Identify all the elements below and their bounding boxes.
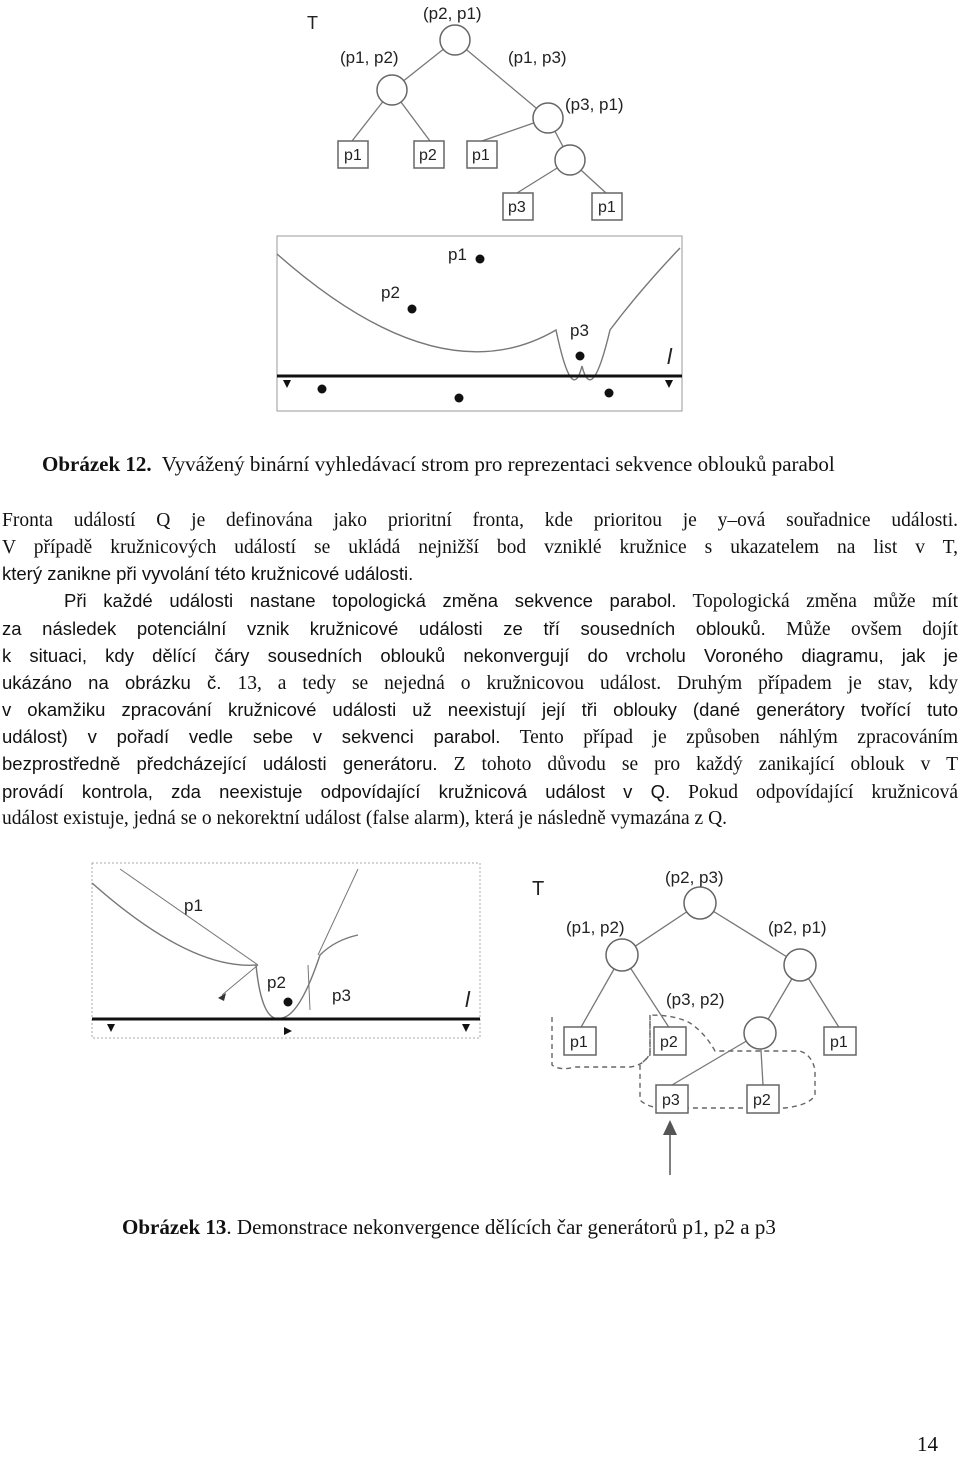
text-line: událost existuje, jedná se o nekorektní událost (false alarm), která je následně vymazána z Q.: [2, 808, 728, 829]
caption-text: . Demonstrace nekonvergence dělících čar generátorů p1, p2 a p3: [226, 1215, 776, 1239]
site-p1-dot: [476, 255, 485, 264]
tree-deep-node: [555, 145, 585, 175]
figure12-caption: [42, 452, 835, 477]
paragraph-1: [2, 508, 958, 588]
sweep-line-label: l: [667, 344, 672, 369]
site-p3-dot: [576, 352, 585, 361]
text-line: provádí kontrola, zda neexistuje odpovídající kružnicová událost v Q. Pokud odpovídající kružnicová: [2, 780, 959, 803]
leaf-label: p1: [570, 1034, 588, 1051]
tree-right-node: [533, 103, 563, 133]
page-number: 14: [917, 1432, 938, 1456]
text-line: za následek potenciální vznik kružnicové události ze tří sousedních oblouků. Může ovšem dojít: [2, 617, 958, 640]
root-label: (p2, p3): [665, 868, 724, 887]
site-p2-label: p2: [381, 283, 400, 302]
text-line: ukázáno na obrázku č. 13, a tedy se nejedná o kružnicovou událost. Druhým případem je stav, kdy: [2, 671, 959, 694]
deep-node-label: (p3, p1): [565, 95, 624, 114]
tree-root-node: [684, 887, 716, 919]
beachline-curve: [277, 248, 680, 380]
deep-node-label: (p3, p2): [666, 990, 725, 1009]
leaf-label: p2: [753, 1092, 771, 1109]
tree-label-T: T: [307, 13, 318, 33]
site-p2-label: p2: [267, 973, 286, 992]
sweep-line-label: l: [465, 987, 470, 1012]
text-line: bezprostředně předcházející události generátoru. Z tohoto důvodu se pro každý zanikající oblouk v T: [2, 753, 959, 775]
caption-label: Obrázek 12.: [42, 452, 152, 476]
figure13-tree: [500, 855, 960, 1185]
root-label: (p2, p1): [423, 4, 482, 23]
leaf-label: p2: [660, 1034, 678, 1051]
tree-label-T: T: [532, 878, 545, 900]
leaf-label: p1: [472, 147, 490, 164]
caption-text: Vyvážený binární vyhledávací strom pro reprezentaci sekvence oblouků parabol: [161, 452, 835, 476]
site-p2-dot: [408, 305, 417, 314]
right-node-label: (p1, p3): [508, 48, 567, 67]
leaf-label: p3: [508, 199, 526, 216]
site-p2-dot: [284, 998, 293, 1007]
leaf-label: p1: [344, 147, 362, 164]
paragraph-2: [2, 588, 958, 833]
text-line: který zanikne při vyvolání této kružnicové události.: [2, 563, 414, 584]
text-line: k situaci, kdy dělící čáry sousedních oblouků nekonvergují do vrcholu Voroného diagramu, jak je: [2, 645, 958, 666]
text-line: Fronta událostí Q je definována jako prioritní fronta, kde prioritou je y–ová souřadnice události.: [2, 510, 958, 531]
tree-left-node: [606, 939, 638, 971]
tree-root-node: [440, 25, 470, 55]
left-node-label: (p1, p2): [566, 918, 625, 937]
tree-left-node: [377, 75, 407, 105]
beachline-curve: [92, 883, 358, 1019]
site-p1-label: p1: [448, 245, 467, 264]
tree-deep-node: [744, 1017, 776, 1049]
text-line: V případě kružnicových událostí se ukládá nejnižší bod vzniklé kružnice s ukazatelem na list v T,: [2, 536, 958, 558]
right-node-label: (p2, p1): [768, 918, 827, 937]
caption-label: Obrázek 13: [122, 1215, 227, 1239]
leaf-label: p2: [419, 147, 437, 164]
leaf-label: p3: [662, 1092, 680, 1109]
figure12-beachline: [0, 230, 960, 420]
text-line: Při každé události nastane topologická změna sekvence parabol. Topologická změna může mít: [64, 590, 958, 612]
leaf-label: p1: [598, 199, 616, 216]
figure13-caption: [122, 1215, 776, 1240]
left-node-label: (p1, p2): [340, 48, 399, 67]
figure13-beachline: [0, 855, 500, 1055]
leaf-label: p1: [830, 1034, 848, 1051]
site-p1-label: p1: [184, 896, 203, 915]
figure12-tree: [0, 0, 960, 230]
site-p3-label: p3: [332, 986, 351, 1005]
text-line: v okamžiku zpracování kružnicové události už neexistují její tři oblouky (dané generátory tvořící tuto: [2, 699, 958, 720]
text-line: událost) v pořadí vedle sebe v sekvenci parabol. Tento případ je způsoben náhlým zpracováním: [2, 725, 958, 748]
site-p3-label: p3: [570, 321, 589, 340]
tree-right-node: [784, 949, 816, 981]
